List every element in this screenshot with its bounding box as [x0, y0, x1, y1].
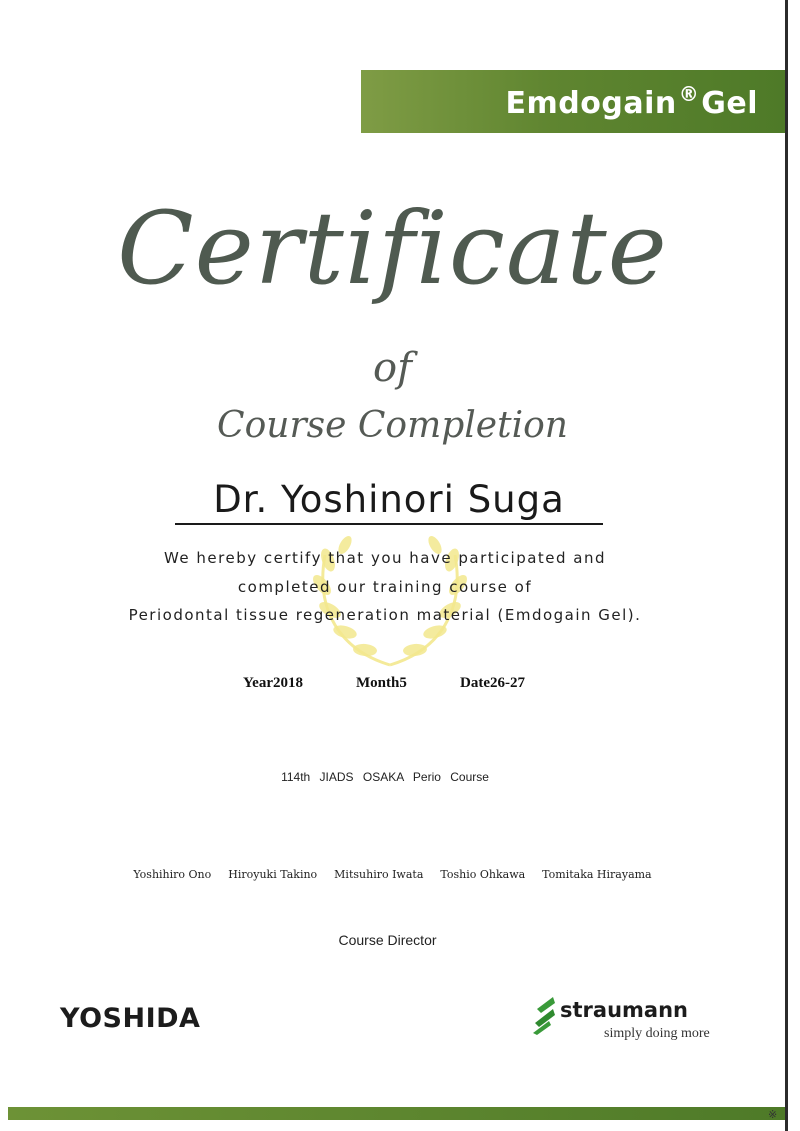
- director-name: Yoshihiro Ono: [133, 868, 212, 881]
- course-name: 114th JIADS OSAKA Perio Course: [281, 770, 489, 784]
- course-month: Month5: [356, 675, 407, 691]
- right-edge-rule: [785, 0, 788, 1131]
- certificate-subtitle: Course Completion: [217, 405, 568, 446]
- yoshida-logo: YOSHIDA: [60, 1003, 201, 1034]
- corner-mark: ※: [768, 1108, 778, 1121]
- director-names: [0, 868, 785, 881]
- certify-text-line-2: completed our training course of: [237, 578, 533, 596]
- brand-title: [506, 82, 758, 121]
- director-name: Mitsuhiro Iwata: [334, 868, 424, 881]
- certify-text-line-3: Periodontal tissue regeneration material (Emdogain Gel).: [128, 606, 642, 624]
- recipient-underline: [175, 523, 603, 525]
- director-name: Tomitaka Hirayama: [542, 868, 652, 881]
- registered-mark: ®: [678, 82, 700, 106]
- straumann-logo: straumann: [560, 998, 688, 1022]
- course-year: Year2018: [243, 675, 303, 691]
- straumann-logo-icon: [533, 995, 557, 1035]
- certificate-of: of: [373, 345, 412, 391]
- director-name: Hiroyuki Takino: [228, 868, 318, 881]
- brand-name-part1: Emdogain: [505, 86, 677, 121]
- straumann-tagline: simply doing more: [604, 1026, 710, 1041]
- director-role: Course Director: [338, 932, 437, 948]
- director-name: Toshio Ohkawa: [440, 868, 526, 881]
- brand-banner: [361, 70, 786, 133]
- bottom-bar: [8, 1107, 785, 1120]
- certify-text-line-1: We hereby certify that you have participated and: [163, 549, 607, 567]
- certificate-title: Certificate: [117, 190, 668, 307]
- course-date: Date26-27: [460, 675, 525, 691]
- recipient-name: Dr. Yoshinori Suga: [213, 478, 565, 521]
- brand-name-part2: Gel: [701, 86, 758, 121]
